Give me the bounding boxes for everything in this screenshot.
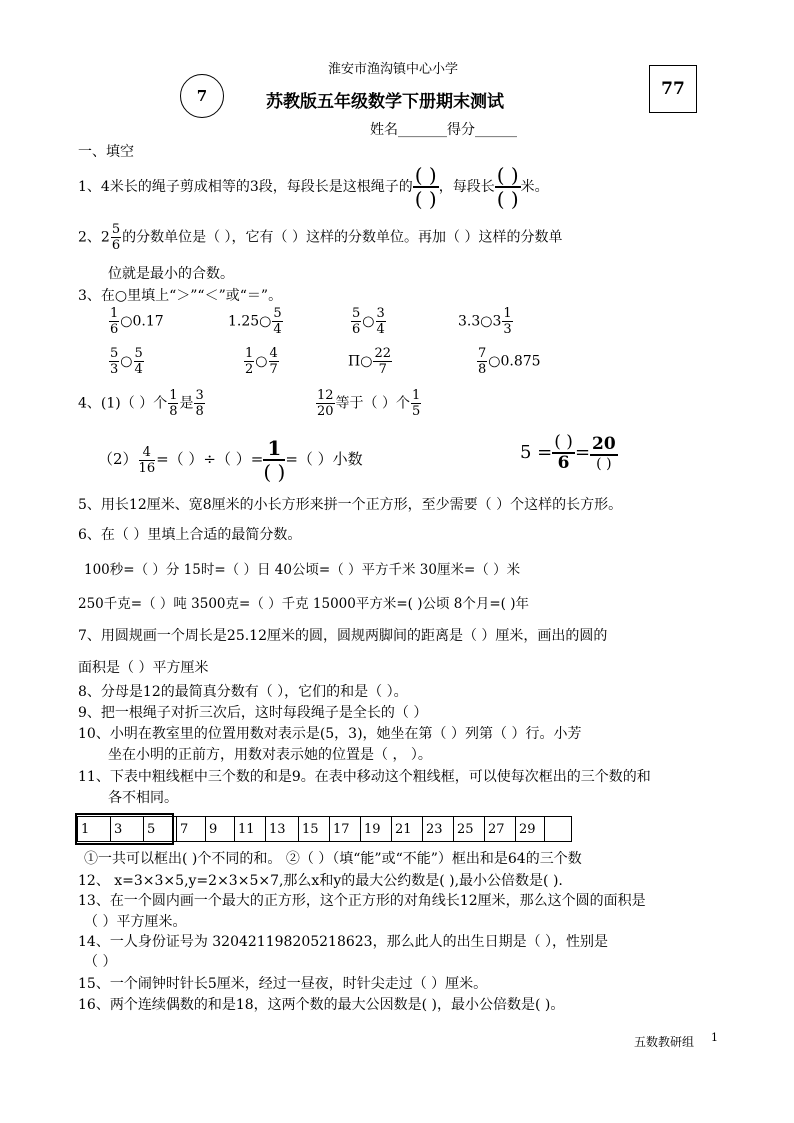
- numerator: 22: [374, 346, 391, 361]
- numerator: 1: [263, 438, 285, 461]
- section-title: 一、填空: [78, 144, 134, 160]
- page-number: 1: [711, 1031, 718, 1044]
- fraction: [376, 307, 386, 336]
- question-12: 12、 x=3×3×5,y=2×3×5×7,那么x和y的最大公约数是( ),最小公倍数是( ).: [78, 873, 563, 889]
- denominator: 16: [138, 460, 156, 476]
- denominator: ( ): [263, 460, 286, 484]
- table-cell: 3: [111, 817, 144, 842]
- question-6-row-1: 100秒=（ ）分 15时=（ ）日 40公顷=（ ）平方千米 30厘米=（ ）米: [84, 562, 521, 578]
- q1-blank-denominator: ( ): [414, 187, 437, 211]
- test-number-badge: [180, 74, 224, 118]
- question-13-line-1: 13、在一个圆内画一个最大的正方形，这个正方形的对角线长12厘米，那么这个圆的面积是: [78, 893, 646, 909]
- numerator: 3: [376, 306, 385, 321]
- denominator: 7: [378, 362, 387, 377]
- question-14-line-2: （ ）: [84, 954, 117, 970]
- question-2: [78, 223, 562, 252]
- table-cell: 13: [266, 817, 299, 842]
- score-value: 77: [661, 79, 685, 99]
- denominator: 4: [134, 362, 143, 377]
- fraction: [373, 347, 392, 376]
- question-10-line-1: 10、小明在教室里的位置用数对表示是(5，3)，她坐在第（ ）列第（ ）行。小芳: [78, 726, 582, 742]
- table-cell: 25: [454, 817, 485, 842]
- numerator: 12: [317, 388, 334, 403]
- q2-fraction: [111, 223, 121, 252]
- footer-group: 五数教研组: [634, 1035, 695, 1049]
- q1-text-a: 1、4米长的绳子剪成相等的3段，每段长是这根绳子的: [78, 179, 413, 195]
- q4-text: 5 =: [520, 442, 553, 463]
- denominator: 6: [110, 322, 119, 337]
- table-cell: 7: [177, 817, 206, 842]
- q1-blank-fraction: [413, 165, 439, 209]
- question-5: 5、用长12厘米、宽8厘米的小长方形来拼一个正方形，至少需要（ ）个这样的长方形。: [78, 497, 623, 513]
- compare-text: ○: [120, 353, 133, 370]
- numerator: 1: [412, 388, 421, 403]
- numerator: 1: [245, 346, 254, 361]
- fraction: [194, 389, 204, 418]
- numerator: 5: [273, 306, 282, 321]
- fraction: [263, 438, 285, 482]
- question-8: 8、分母是12的最简真分数有（ ），它们的和是（ ）。: [78, 684, 408, 700]
- q3-row-2-b: [243, 347, 280, 376]
- numerator: 3: [195, 388, 204, 403]
- numerator: 5: [352, 306, 361, 321]
- question-4-line-1b: [315, 389, 422, 418]
- school-name: 淮安市渔沟镇中心小学: [328, 62, 459, 77]
- compare-text: ○: [362, 313, 375, 330]
- badge-number: 7: [196, 87, 208, 105]
- question-11-subquestions: ①一共可以框出( )个不同的和。 ②（ ）（填“能”或“不能”）框出和是64的三个数: [84, 851, 582, 867]
- q4-text: =: [574, 442, 591, 463]
- denominator: 8: [195, 404, 204, 419]
- denominator: 7: [269, 362, 278, 377]
- fraction: [168, 389, 178, 418]
- q2-denominator: 6: [111, 238, 121, 253]
- fraction: [272, 307, 282, 336]
- fraction: [269, 347, 279, 376]
- denominator: 4: [376, 322, 385, 337]
- question-6-row-2: 250千克=（ ）吨 3500克=（ ）千克 15000平方米=( )公顷 8个月=( )年: [78, 596, 530, 612]
- numerator: 5: [134, 346, 143, 361]
- fraction: [109, 307, 119, 336]
- fraction: [351, 307, 361, 336]
- page-title: 苏教版五年级数学下册期末测试: [266, 92, 504, 112]
- question-11-line-2: 各不相同。: [108, 790, 178, 806]
- question-7-line-1: 7、用圆规画一个周长是25.12厘米的圆，圆规两脚间的距离是（ ）厘米，画出的圆的: [78, 628, 608, 644]
- table-cell: 23: [423, 817, 454, 842]
- fraction: [244, 347, 254, 376]
- q1-blank-fraction-2: [495, 165, 521, 209]
- fraction: [590, 433, 618, 472]
- q3-row-2-d: [476, 347, 541, 376]
- numerator: 5: [110, 346, 119, 361]
- numerator: 7: [478, 346, 487, 361]
- numerator: 4: [269, 346, 278, 361]
- table-cell: 21: [392, 817, 423, 842]
- table-cell: 17: [330, 817, 361, 842]
- question-4-line-1: [78, 389, 206, 418]
- q1-blank-denominator-2: ( ): [496, 187, 519, 211]
- q1-blank-numerator: ( ): [414, 163, 437, 187]
- question-1: [78, 165, 549, 209]
- table-cell: 1: [78, 817, 111, 842]
- question-2-continued: 位就是最小的合数。: [108, 266, 234, 282]
- fraction: [552, 434, 575, 472]
- denominator: 20: [317, 404, 334, 419]
- question-15: 15、一个闹钟时针长5厘米，经过一昼夜，时针尖走过（ ）厘米。: [78, 976, 488, 992]
- compare-text: 1.25○: [228, 313, 272, 330]
- denominator: 6: [352, 322, 361, 337]
- q3-row-2-a: [108, 347, 145, 376]
- q3-row-2-c: [348, 347, 393, 376]
- question-13-line-2: （ ）平方厘米。: [84, 914, 187, 930]
- score-box: [649, 65, 697, 113]
- denominator: 3: [503, 322, 512, 337]
- numerator: 20: [592, 433, 616, 454]
- question-7-line-2: 面积是（ ）平方厘米: [78, 660, 209, 676]
- q1-blank-numerator-2: ( ): [496, 163, 519, 187]
- q2-text-b: 的分数单位是（ ），它有（ ）这样的分数单位。再加（ ）这样的分数单: [122, 229, 563, 246]
- compare-text: ○: [255, 353, 268, 370]
- bold-selection-frame: [75, 813, 174, 845]
- fraction: [477, 347, 487, 376]
- compare-text: Π○: [348, 353, 373, 370]
- denominator: 4: [273, 322, 282, 337]
- q3-row-1-c: [350, 307, 387, 336]
- name-score-line: 姓名_______得分______: [370, 122, 517, 138]
- q3-row-1-b: [228, 307, 284, 336]
- numerator: ( ): [554, 432, 573, 452]
- q4-text: 是: [179, 395, 194, 412]
- table-cell: 29: [516, 817, 545, 842]
- q4-text: =（ ）小数: [285, 450, 363, 468]
- fraction: [316, 389, 335, 418]
- denominator: 8: [478, 362, 487, 377]
- fraction: [134, 347, 144, 376]
- fraction: [502, 307, 512, 336]
- question-14-line-1: 14、一人身份证号为 320421198205218623，那么此人的出生日期是（ ），性别是: [78, 934, 609, 950]
- q3-row-1-a: [108, 307, 164, 336]
- fraction: [109, 347, 119, 376]
- compare-text: 3.3○3: [458, 313, 502, 330]
- fraction: [139, 446, 156, 475]
- table-cell: 19: [361, 817, 392, 842]
- fraction: [411, 389, 421, 418]
- compare-text: ○0.17: [120, 313, 164, 330]
- question-4-line-2: [98, 438, 363, 482]
- q4-text: 等于（ ）个: [335, 395, 410, 412]
- denominator: 6: [557, 453, 570, 473]
- numerator: 1: [503, 306, 512, 321]
- denominator: 3: [110, 362, 119, 377]
- denominator: 5: [412, 404, 421, 419]
- table-cell: 27: [485, 817, 516, 842]
- numerator: 1: [169, 388, 178, 403]
- table-cell: 5: [144, 817, 177, 842]
- question-11-line-1: 11、下表中粗线框中三个数的和是9。在表中移动这个粗线框，可以使每次框出的三个数的和: [78, 769, 651, 785]
- question-6-prompt: 6、在（ ）里填上合适的最简分数。: [78, 527, 302, 543]
- denominator: 8: [169, 404, 178, 419]
- table-cell: [545, 817, 572, 842]
- denominator: ( ): [596, 455, 612, 472]
- question-9: 9、把一根绳子对折三次后，这时每段绳子是全长的（ ）: [78, 705, 428, 721]
- question-3-prompt: 3、在○里填上“＞”“＜”或“＝”。: [78, 288, 283, 304]
- compare-text: ○0.875: [488, 353, 541, 370]
- numerator: 1: [110, 306, 119, 321]
- question-4-line-2b: [520, 434, 618, 472]
- numerator: 4: [139, 446, 156, 461]
- q4-text: （2）: [98, 450, 138, 468]
- q2-text-a: 2、2: [78, 229, 110, 246]
- table-cell: 11: [235, 817, 266, 842]
- denominator: 2: [245, 362, 254, 377]
- table-cell: 15: [299, 817, 330, 842]
- q3-row-1-d: [458, 307, 514, 336]
- question-16: 16、两个连续偶数的和是18，这两个数的最大公因数是( )，最小公倍数是( )。: [78, 997, 565, 1013]
- q4-text: 4、(1)（ ）个: [78, 395, 168, 412]
- question-10-line-2: 坐在小明的正前方，用数对表示她的位置是（ ， ）。: [108, 747, 432, 763]
- q2-numerator: 5: [111, 222, 121, 237]
- q1-text-b: ，每段长: [438, 179, 495, 195]
- q1-text-c: 米。: [520, 179, 549, 195]
- q4-text: =（ ）÷（ ）=: [156, 450, 264, 468]
- table-cell: 9: [206, 817, 235, 842]
